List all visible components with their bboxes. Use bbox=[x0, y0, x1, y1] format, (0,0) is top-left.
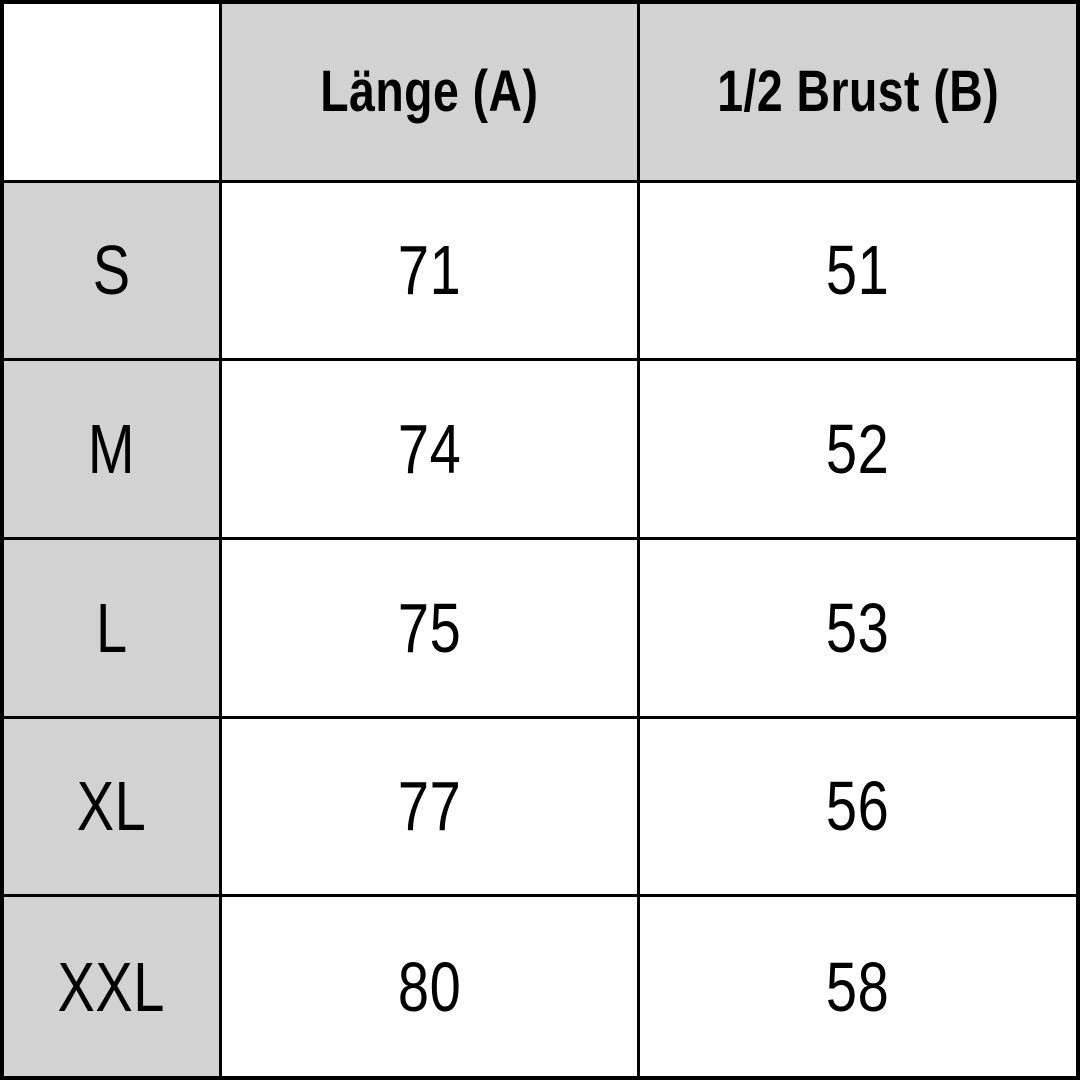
laenge-value: 71 bbox=[397, 231, 462, 310]
laenge-value-cell-s bbox=[222, 183, 640, 362]
brust-value-cell-l bbox=[640, 540, 1076, 719]
size-cell-xl bbox=[4, 719, 222, 898]
laenge-value-cell-l bbox=[222, 540, 640, 719]
laenge-value: 75 bbox=[397, 588, 462, 667]
column-header-brust bbox=[640, 4, 1076, 183]
size-label: XXL bbox=[57, 947, 166, 1026]
brust-value: 56 bbox=[826, 767, 890, 846]
brust-value: 53 bbox=[826, 588, 890, 667]
column-header-brust-label: 1/2 Brust (B) bbox=[717, 59, 999, 125]
brust-value-cell-m bbox=[640, 361, 1076, 540]
column-header-laenge-label: Länge (A) bbox=[320, 59, 539, 125]
corner-empty-cell bbox=[4, 4, 222, 183]
brust-value: 58 bbox=[826, 947, 890, 1026]
laenge-value-cell-xxl bbox=[222, 897, 640, 1076]
size-label: S bbox=[92, 231, 131, 310]
size-label: M bbox=[87, 410, 136, 489]
size-cell-xxl bbox=[4, 897, 222, 1076]
column-header-laenge bbox=[222, 4, 640, 183]
size-label: L bbox=[95, 588, 128, 667]
laenge-value: 77 bbox=[397, 767, 462, 846]
size-cell-m bbox=[4, 361, 222, 540]
brust-value: 52 bbox=[826, 410, 890, 489]
brust-value-cell-s bbox=[640, 183, 1076, 362]
brust-value-cell-xxl bbox=[640, 897, 1076, 1076]
laenge-value: 74 bbox=[397, 410, 462, 489]
laenge-value-cell-xl bbox=[222, 719, 640, 898]
brust-value: 51 bbox=[826, 231, 890, 310]
laenge-value-cell-m bbox=[222, 361, 640, 540]
size-cell-s bbox=[4, 183, 222, 362]
size-cell-l bbox=[4, 540, 222, 719]
laenge-value: 80 bbox=[397, 947, 462, 1026]
size-label: XL bbox=[76, 767, 147, 846]
brust-value-cell-xl bbox=[640, 719, 1076, 898]
